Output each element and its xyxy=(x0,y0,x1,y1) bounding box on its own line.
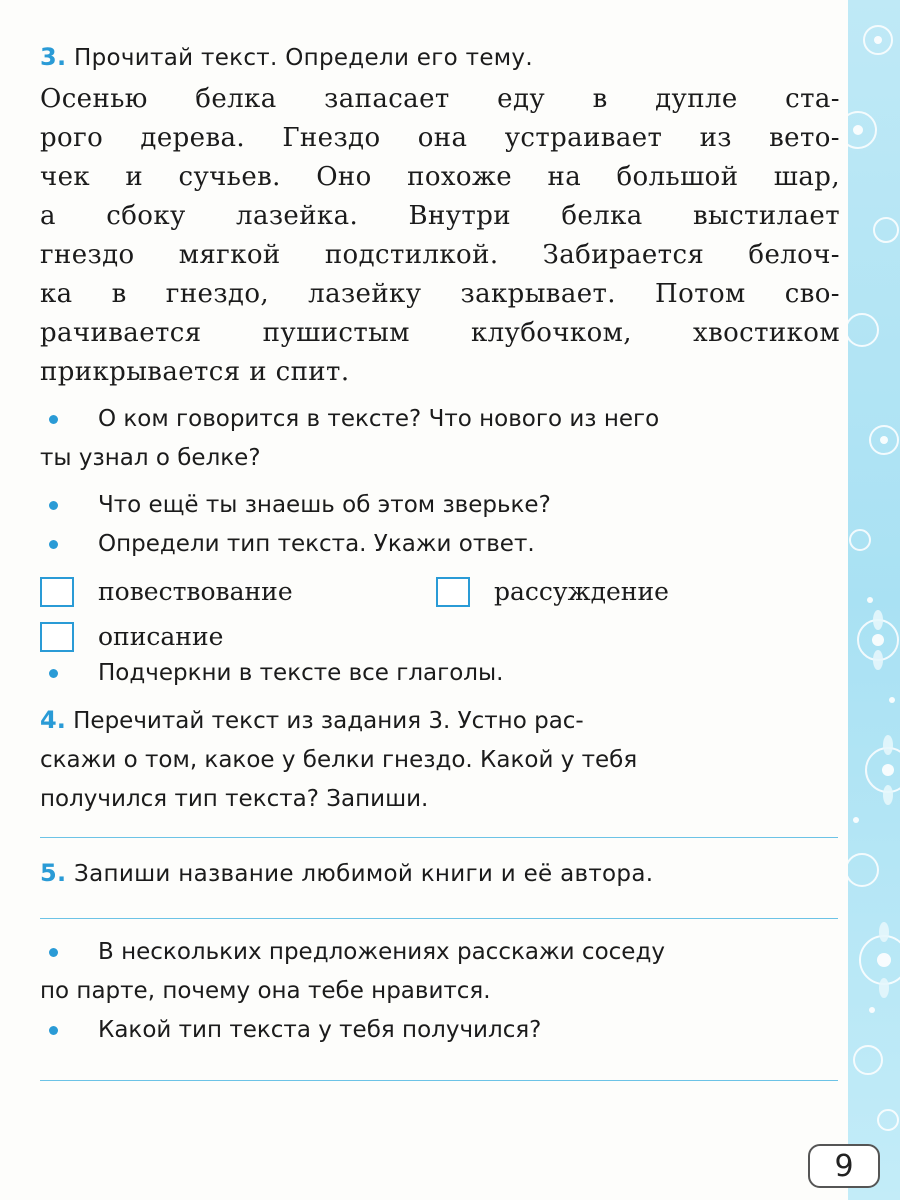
question-what-else xyxy=(40,486,840,525)
checkbox[interactable] xyxy=(436,577,470,607)
task4-line: Перечитай текст из задания 3. Устно рас- xyxy=(73,708,584,734)
bullet-icon xyxy=(49,1026,58,1035)
question-about-text xyxy=(40,400,840,478)
squirrel-text xyxy=(40,80,840,392)
option-label: повествование xyxy=(98,577,293,606)
option-narration[interactable] xyxy=(40,572,293,611)
question-line: В нескольких предложениях расскажи соседу xyxy=(98,939,665,965)
checkbox[interactable] xyxy=(40,622,74,652)
task3-instruction: Прочитай текст. Определи его тему. xyxy=(74,45,533,71)
text-line: рачивается пушистым клубочком, хвостиком xyxy=(40,318,840,348)
bullet-icon xyxy=(49,669,58,678)
option-description[interactable] xyxy=(40,617,223,656)
question-your-text-type xyxy=(40,1011,840,1050)
question-line: по парте, почему она тебе нравится. xyxy=(40,978,491,1004)
task4 xyxy=(40,701,840,819)
task3-heading xyxy=(40,38,840,78)
question-line: ты узнал о белке? xyxy=(40,445,261,471)
decorative-side-strip xyxy=(848,0,900,1200)
bullet-icon xyxy=(49,415,58,424)
question-line: Определи тип текста. Укажи ответ. xyxy=(98,531,535,557)
question-tell-neighbour xyxy=(40,933,840,1011)
question-line: Подчеркни в тексте все глаголы. xyxy=(98,660,504,686)
text-line: рого дерева. Гнездо она устраивает из вето- xyxy=(40,123,840,153)
text-line: ка в гнездо, лазейку закрывает. Потом сво- xyxy=(40,279,840,309)
option-reasoning[interactable] xyxy=(436,572,669,611)
checkbox[interactable] xyxy=(40,577,74,607)
text-line: а сбоку лазейка. Внутри белка выстилает xyxy=(40,201,840,231)
answer-line[interactable] xyxy=(40,918,838,919)
option-label: рассуждение xyxy=(494,577,669,606)
task4-instruction xyxy=(40,701,840,819)
option-label: описание xyxy=(98,622,224,651)
page-content xyxy=(40,38,840,1081)
question-text-type xyxy=(40,525,840,564)
task4-line: получился тип текста? Запиши. xyxy=(40,786,429,812)
bullet-icon xyxy=(49,540,58,549)
question-line: Какой тип текста у тебя получился? xyxy=(98,1017,542,1043)
question-underline-verbs xyxy=(40,654,840,693)
task3-number: 3. xyxy=(40,43,67,71)
page-number-label: 9 xyxy=(834,1148,854,1184)
answer-line[interactable] xyxy=(40,837,838,838)
bullet-icon xyxy=(49,501,58,510)
text-line: Осенью белка запасает еду в дупле ста- xyxy=(40,84,840,114)
text-line: прикрывается и спит. xyxy=(40,357,350,387)
text-line: чек и сучьев. Оно похоже на большой шар, xyxy=(40,162,840,192)
task4-number: 4. xyxy=(40,706,66,734)
bullet-icon xyxy=(49,948,58,957)
task5-number: 5. xyxy=(40,859,67,887)
text-type-options xyxy=(40,564,840,654)
text-line: гнездо мягкой подстилкой. Забирается белоч- xyxy=(40,240,840,270)
answer-line[interactable] xyxy=(40,1080,838,1081)
page-number xyxy=(808,1144,880,1188)
question-line: О ком говорится в тексте? Что нового из него xyxy=(98,406,660,432)
task5-heading xyxy=(40,854,840,894)
flower-pattern xyxy=(848,0,900,1200)
task4-line: скажи о том, какое у белки гнездо. Какой у тебя xyxy=(40,747,638,773)
question-line: Что ещё ты знаешь об этом зверьке? xyxy=(98,492,551,518)
task5-instruction: Запиши название любимой книги и её автора. xyxy=(74,861,654,887)
